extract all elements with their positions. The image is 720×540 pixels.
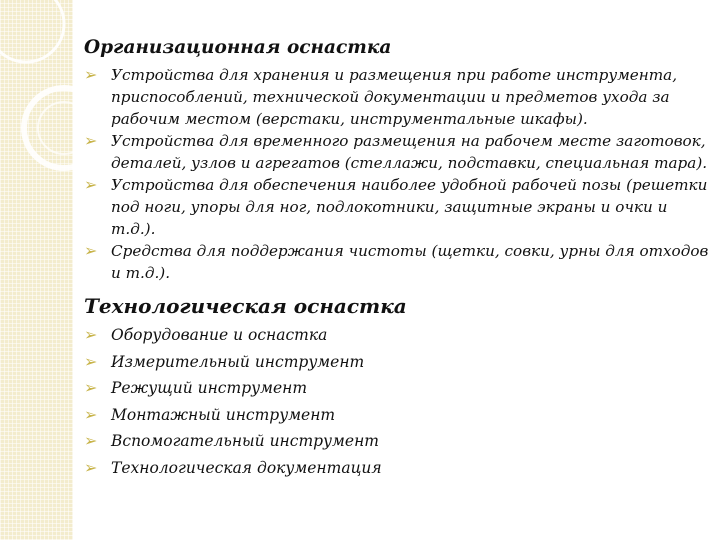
list-item: ➢ Устройства для обеспечения наиболее удобной рабочей позы (решетки под ноги, упоры для ног, подлокотники, защитные экраны и очки и т.д.). <box>84 175 708 238</box>
arrow-bullet-icon: ➢ <box>84 175 98 194</box>
decorative-circles <box>0 0 73 540</box>
section-title-organizational: Организационная оснастка <box>84 37 392 58</box>
section-title-technological: Технологическая оснастка <box>84 294 407 318</box>
arrow-bullet-icon: ➢ <box>84 325 98 344</box>
arrow-bullet-icon: ➢ <box>84 404 98 424</box>
organizational-list <box>84 64 714 284</box>
list-item: ➢ Измерительный инструмент <box>84 349 714 376</box>
arrow-bullet-icon: ➢ <box>84 241 98 260</box>
arrow-bullet-icon: ➢ <box>84 65 98 84</box>
list-item: ➢ Устройства для временного размещения на рабочем месте заготовок, деталей, узлов и агрегатов (стеллажи, подставки, специальная тара). <box>84 131 708 172</box>
arrow-bullet-icon: ➢ <box>84 457 98 477</box>
arrow-bullet-icon: ➢ <box>84 431 98 450</box>
list-item: ➢ Монтажный инструмент <box>84 402 714 429</box>
list-item: ➢ Устройства для хранения и размещения при работе инструмента, приспособлений, технической документации и предметов ухода за рабочим местом (верстаки, инструментальные шкафы). <box>84 65 678 128</box>
technological-list <box>84 322 714 481</box>
list-item: ➢ Оборудование и оснастка <box>84 322 714 349</box>
arrow-bullet-icon: ➢ <box>84 351 98 371</box>
list-item: ➢ Режущий инструмент <box>84 375 714 402</box>
list-item: ➢ Технологическая документация <box>84 455 714 482</box>
list-item: ➢ Вспомогательный инструмент <box>84 428 714 455</box>
arrow-bullet-icon: ➢ <box>84 131 98 150</box>
arrow-bullet-icon: ➢ <box>84 378 98 397</box>
list-item: ➢ Средства для поддержания чистоты (щетки, совки, урны для отходов и т.д.). <box>84 241 709 282</box>
decorative-side-panel <box>0 0 73 540</box>
slide-content <box>84 36 714 481</box>
